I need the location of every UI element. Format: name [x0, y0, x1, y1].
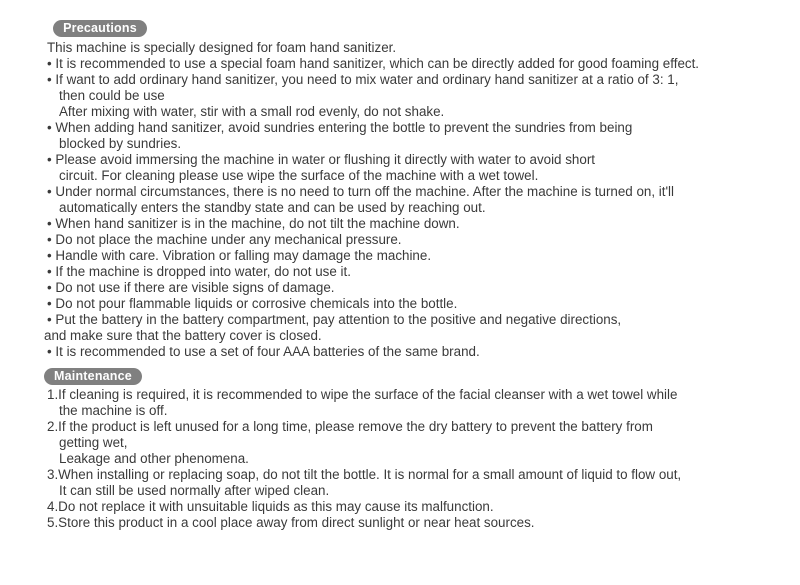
- precautions-line: • Under normal circumstances, there is no need to turn off the machine. After the machine is turned on, it'll: [47, 184, 675, 199]
- maintenance-line: 3.When installing or replacing soap, do not tilt the bottle. It is normal for a small amount of liquid to flow out,: [47, 467, 682, 482]
- maintenance-line: getting wet,: [59, 435, 128, 450]
- precautions-line: • Handle with care. Vibration or falling may damage the machine.: [47, 248, 432, 263]
- precautions-intro: This machine is specially designed for foam hand sanitizer.: [47, 40, 397, 55]
- precautions-line: • If want to add ordinary hand sanitizer, you need to mix water and ordinary hand sanitizer at a ratio of 3: 1,: [47, 72, 679, 87]
- precautions-line: • Do not use if there are visible signs of damage.: [47, 280, 335, 295]
- precautions-line: circuit. For cleaning please use wipe the surface of the machine with a wet towel.: [59, 168, 539, 183]
- precautions-heading: Precautions: [53, 20, 147, 37]
- precautions-line: blocked by sundries.: [59, 136, 182, 151]
- precautions-line: • Do not pour flammable liquids or corrosive chemicals into the bottle.: [47, 296, 458, 311]
- precautions-line: automatically enters the standby state and can be used by reaching out.: [59, 200, 486, 215]
- precautions-line: and make sure that the battery cover is closed.: [44, 328, 322, 343]
- maintenance-line: the machine is off.: [59, 403, 168, 418]
- precautions-line: then could be use: [59, 88, 165, 103]
- precautions-line: • It is recommended to use a special foam hand sanitizer, which can be directly added for good foaming effect.: [47, 56, 700, 71]
- precautions-line: • Put the battery in the battery compartment, pay attention to the positive and negative directions,: [47, 312, 622, 327]
- precautions-line: After mixing with water, stir with a small rod evenly, do not shake.: [59, 104, 445, 119]
- precautions-line: • When adding hand sanitizer, avoid sundries entering the bottle to prevent the sundries from being: [47, 120, 633, 135]
- precautions-line: • Do not place the machine under any mechanical pressure.: [47, 232, 402, 247]
- maintenance-heading: Maintenance: [44, 368, 142, 385]
- maintenance-line: 4.Do not replace it with unsuitable liquids as this may cause its malfunction.: [47, 499, 494, 514]
- maintenance-line: 2.If the product is left unused for a long time, please remove the dry battery to prevent the battery from: [47, 419, 653, 434]
- precautions-line: • When hand sanitizer is in the machine, do not tilt the machine down.: [47, 216, 460, 231]
- precautions-line: • If the machine is dropped into water, do not use it.: [47, 264, 351, 279]
- maintenance-line: 5.Store this product in a cool place away from direct sunlight or near heat sources.: [47, 515, 535, 530]
- precautions-line: • It is recommended to use a set of four AAA batteries of the same brand.: [47, 344, 480, 359]
- maintenance-line: Leakage and other phenomena.: [59, 451, 249, 466]
- maintenance-line: It can still be used normally after wiped clean.: [59, 483, 330, 498]
- precautions-line: • Please avoid immersing the machine in water or flushing it directly with water to avoid short: [47, 152, 595, 167]
- maintenance-line: 1.If cleaning is required, it is recommended to wipe the surface of the facial cleanser with a wet towel while: [47, 387, 678, 402]
